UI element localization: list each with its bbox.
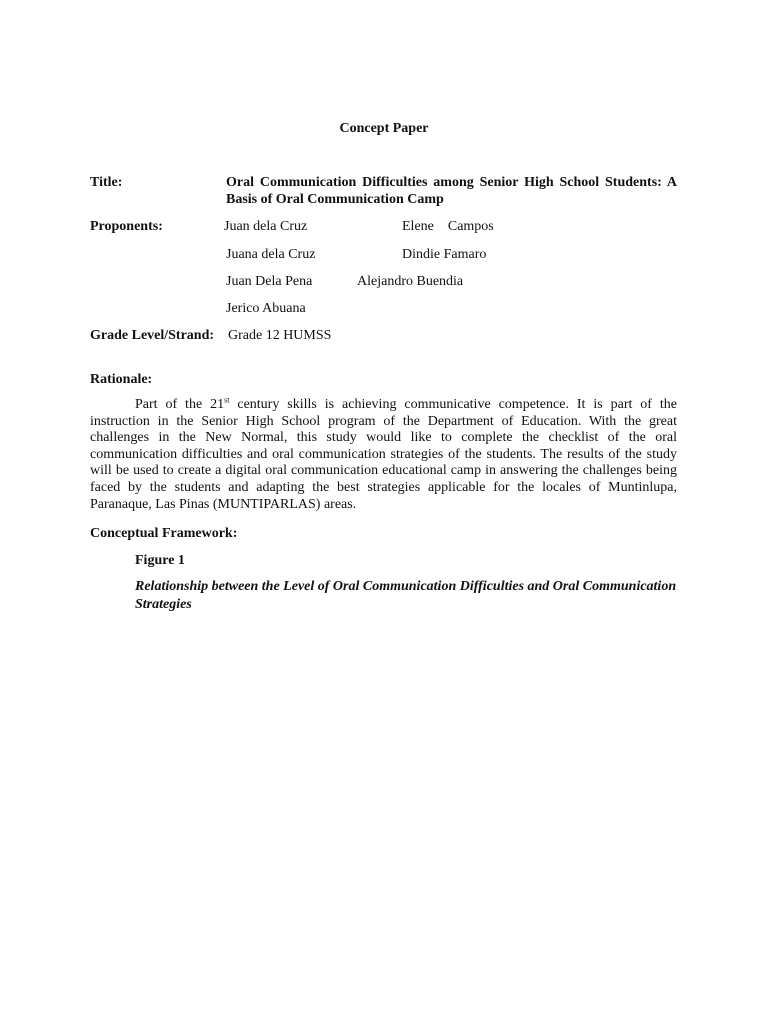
grade-value: Grade 12 HUMSS: [228, 328, 332, 343]
figure-caption: Relationship between the Level of Oral Communication Difficulties and Oral Communication Strategies: [135, 579, 677, 612]
proponent-name: Alejandro Buendia: [357, 274, 464, 289]
proponent-name: Juan dela Cruz: [224, 219, 308, 234]
grade-label: Grade Level/Strand:: [90, 328, 215, 343]
title-value: Oral Communication Difficulties among Senior High School Students: A Basis of Oral Communication Camp: [226, 175, 677, 207]
figure-label: Figure 1: [135, 553, 185, 568]
proponent-name: Jerico Abuana: [226, 301, 306, 316]
rationale-text-rest: century skills is achieving communicative competence. It is part of the instruction in the Senior High School program of the Department of Education. With the great challenges in the New Normal, this study would like to complete the checklist of the oral communication difficulties and oral communication strategies of the students. The results of the study will be used to create a digital oral communication educational camp in answering the challenges being faced by the students and adapting the best strategies applicable for the locales of Muntinlupa, Paranaque, Las Pinas (MUNTIPARLAS) areas.: [90, 397, 677, 512]
document-heading: Concept Paper: [339, 121, 429, 136]
proponent-name: Dindie Famaro: [402, 247, 487, 262]
proponent-name: Juan Dela Pena: [226, 274, 313, 289]
rationale-paragraph: [90, 397, 677, 513]
proponents-label: Proponents:: [90, 219, 163, 234]
title-label: Title:: [90, 175, 123, 190]
proponent-name: Juana dela Cruz: [226, 247, 316, 262]
rationale-label: Rationale:: [90, 372, 153, 387]
framework-label: Conceptual Framework:: [90, 526, 238, 541]
ordinal-suffix: st: [224, 395, 230, 405]
proponent-name: Elene Campos: [402, 219, 494, 234]
rationale-text-start: Part of the 21: [135, 397, 225, 412]
